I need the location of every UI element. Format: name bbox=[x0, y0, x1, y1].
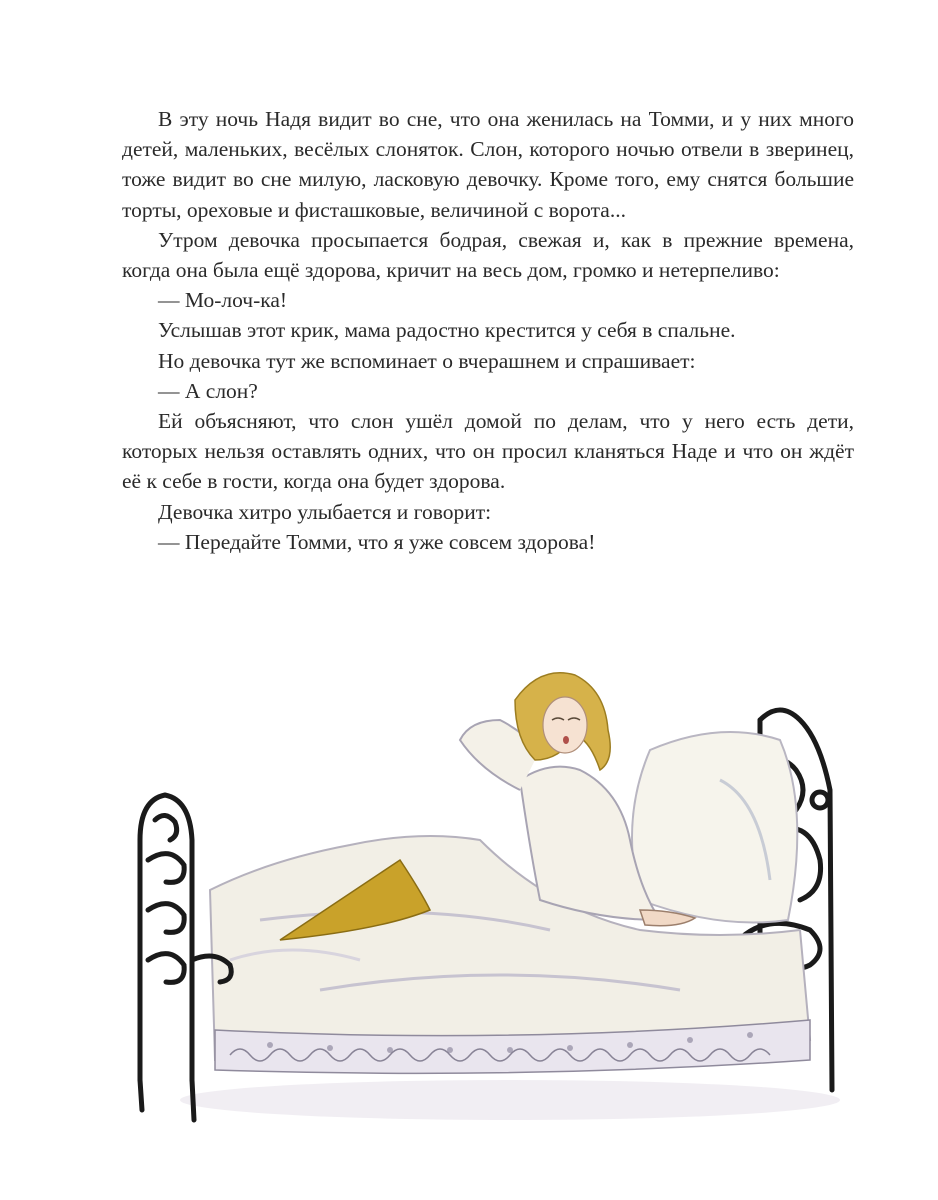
paragraph-8: Девочка хитро улыбается и говорит: bbox=[158, 499, 492, 524]
paragraph-3: — Мо-лоч-ка! bbox=[158, 288, 288, 313]
girl-in-bed-illustration bbox=[120, 660, 860, 1140]
paragraph-7: Ей объясняют, что слон ушёл домой по делам, что у него есть дети, которых нельзя оставлять одних, что он просил кланяться Наде и что он ждёт её к себе в гости, когда она будет здорова. bbox=[122, 409, 854, 494]
story-text bbox=[122, 104, 854, 557]
paragraph-1: В эту ночь Надя видит во сне, что она женилась на Томми, и у них много детей, маленьких, весёлых слоняток. Слон, которого ночью отвели в зверинец, тоже видит во сне милую, ласковую девочку. Кроме того, ему снятся большие торты, ореховые и фисташковые, величиной с ворота... bbox=[122, 107, 854, 222]
footboard-left bbox=[140, 795, 231, 1120]
bed-shadow bbox=[180, 1080, 840, 1120]
pillow bbox=[632, 732, 797, 923]
paragraph-4: Услышав этот крик, мама радостно крестится у себя в спальне. bbox=[158, 318, 736, 343]
paragraph-9: — Передайте Томми, что я уже совсем здорова! bbox=[158, 529, 596, 554]
girl-face bbox=[543, 697, 587, 753]
paragraph-6: — А слон? bbox=[158, 378, 258, 403]
paragraph-2: Утром девочка просыпается бодрая, свежая и, как в прежние времена, когда она была ещё здорова, кричит на весь дом, громко и нетерпеливо: bbox=[122, 227, 854, 283]
paragraph-5: Но девочка тут же вспоминает о вчерашнем и спрашивает: bbox=[158, 348, 696, 373]
